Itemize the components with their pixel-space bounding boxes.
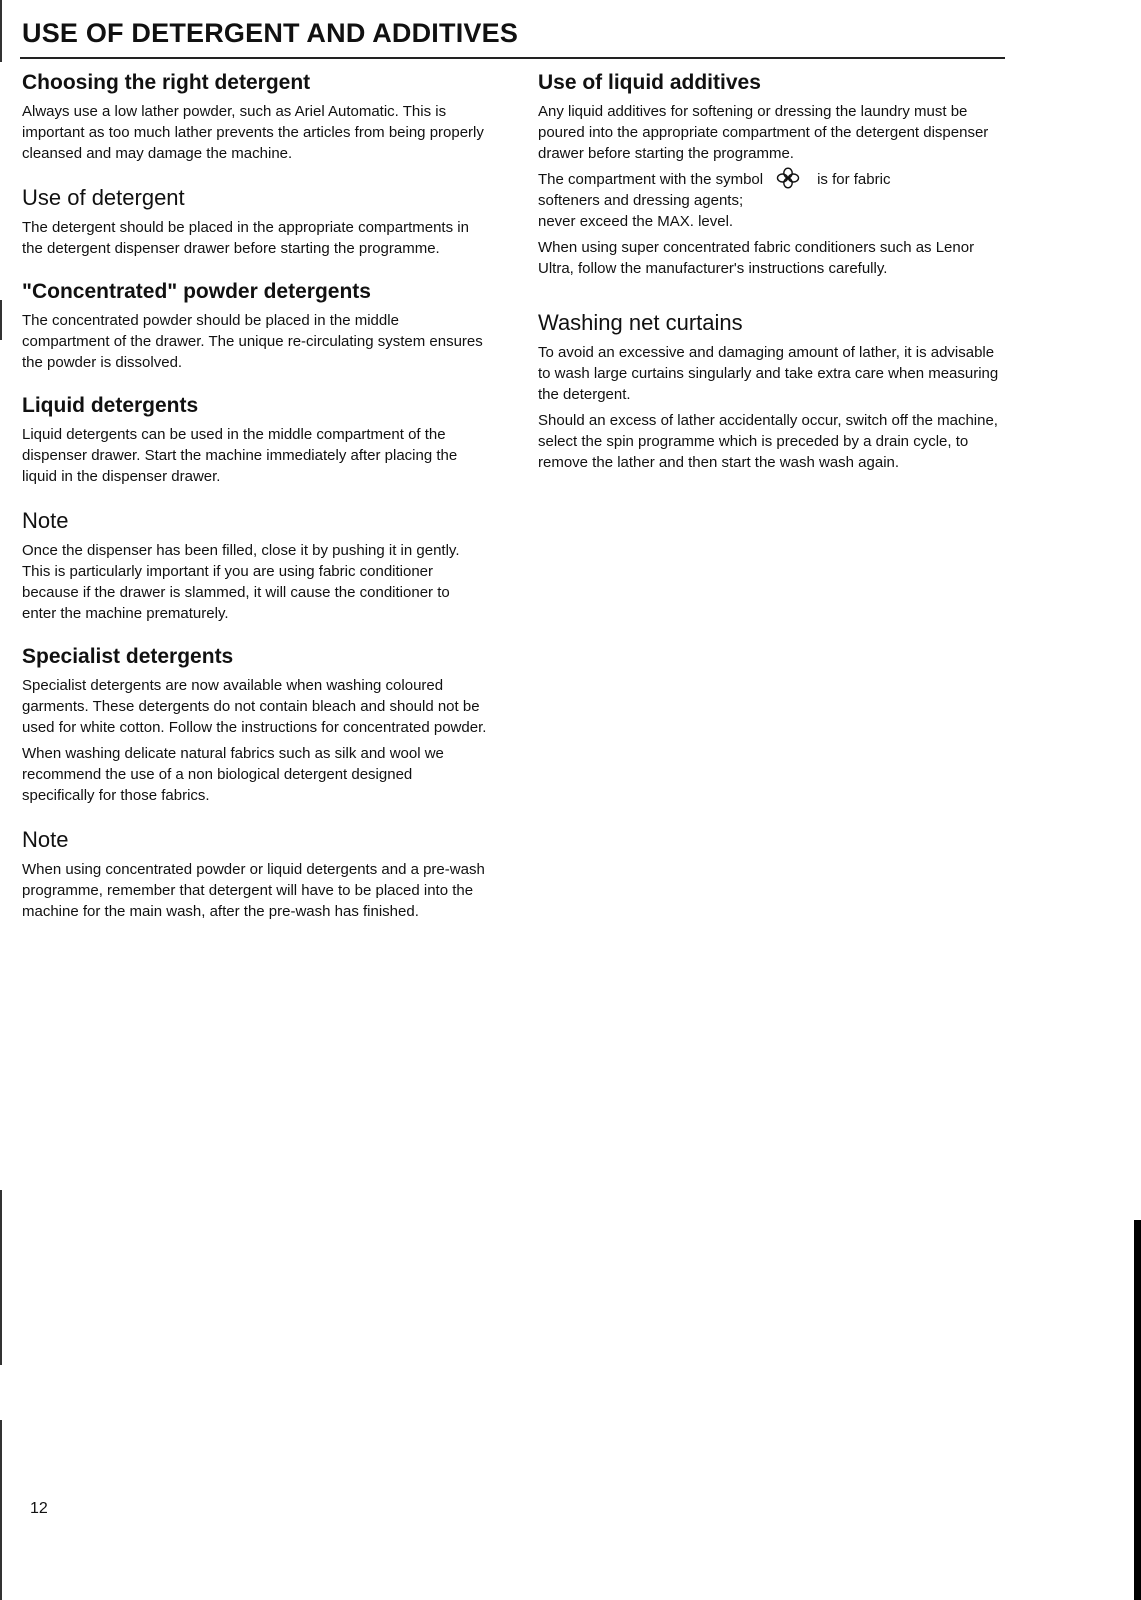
section-specialist-detergents — [22, 644, 487, 806]
left-margin-line — [0, 1190, 2, 1365]
section-heading: "Concentrated" powder detergents — [22, 279, 371, 303]
symbol-text-before: The compartment with the symbol — [538, 171, 764, 189]
section-paragraph: The detergent should be placed in the appropriate compartments in the detergent dispenser drawer before starting the programme. — [22, 218, 469, 257]
section-heading: Washing net curtains — [538, 310, 743, 336]
left-margin-line — [0, 300, 2, 340]
section-paragraph: Once the dispenser has been filled, close it by pushing it in gently. This is particularly important if you are using fabric conditioner because if the drawer is slammed, it will cause the conditioner to enter the machine prematurely. — [22, 541, 460, 622]
section-liquid-detergents — [22, 393, 487, 487]
symbol-text-after: is for fabric — [817, 171, 891, 189]
section-paragraph: When using concentrated powder or liquid detergents and a pre-wash programme, remember that detergent will have to be placed into the machine for the main wash, after the pre-wash has finished. — [22, 860, 485, 920]
flower-softener-icon — [775, 167, 801, 189]
symbol-text-line2: softeners and dressing agents; — [538, 192, 744, 210]
left-margin-line — [0, 1420, 2, 1600]
section-paragraph: Liquid detergents can be used in the middle compartment of the dispenser drawer. Start the machine immediately after placing the liquid in the dispenser drawer. — [22, 426, 458, 486]
section-note-dispenser — [22, 507, 487, 624]
left-margin-line — [0, 0, 2, 62]
section-paragraph: Always use a low lather powder, such as Ariel Automatic. This is important as too much lather prevents the articles from being properly cleansed and may damage the machine. — [22, 103, 484, 163]
page-title: USE OF DETERGENT AND ADDITIVES — [22, 18, 519, 48]
section-heading: Note — [22, 508, 69, 534]
section-paragraph: When washing delicate natural fabrics such as silk and wool we recommend the use of a non biological detergent designed specifically for those fabrics. — [22, 745, 444, 804]
section-liquid-additives — [538, 70, 1008, 279]
section-heading: Note — [22, 827, 69, 852]
symbol-paragraph — [538, 169, 1008, 232]
page-number: 12 — [30, 1500, 48, 1517]
section-paragraph: To avoid an excessive and damaging amount of lather, it is advisable to wash large curtains singularly and take extra care when measuring the detergent. — [538, 343, 999, 403]
section-note-prewash — [22, 826, 487, 922]
section-use-of-detergent — [22, 184, 487, 259]
section-heading: Use of liquid additives — [538, 71, 761, 94]
section-paragraph: Should an excess of lather accidentally occur, switch off the machine, select the spin programme which is preceded by a drain cycle, to remove the lather and then start the wash wash again. — [538, 411, 998, 471]
section-paragraph: Any liquid additives for softening or dressing the laundry must be poured into the appropriate compartment of the detergent dispenser drawer before starting the programme. — [538, 103, 989, 163]
right-margin-bar — [1134, 1220, 1141, 1600]
right-column — [538, 70, 1008, 493]
section-paragraph: Specialist detergents are now available when washing coloured garments. These detergents do not contain bleach and should not be used for white cotton. Follow the instructions for concentrated powder. — [22, 677, 487, 736]
section-paragraph: When using super concentrated fabric conditioners such as Lenor Ultra, follow the manufacturer's instructions carefully. — [538, 239, 975, 278]
section-concentrated-powder — [22, 279, 487, 373]
section-heading: Choosing the right detergent — [22, 71, 311, 94]
section-heading: Specialist detergents — [22, 644, 234, 668]
section-paragraph: The concentrated powder should be placed in the middle compartment of the drawer. The unique re-circulating system ensures the powder is dissolved. — [22, 312, 483, 371]
title-rule — [20, 57, 1005, 59]
section-net-curtains — [538, 309, 1008, 473]
symbol-text-line3: never exceed the MAX. level. — [538, 213, 734, 231]
section-heading: Use of detergent — [22, 185, 185, 211]
section-choosing-detergent — [22, 70, 487, 164]
left-column — [22, 70, 487, 942]
section-heading: Liquid detergents — [22, 394, 199, 417]
